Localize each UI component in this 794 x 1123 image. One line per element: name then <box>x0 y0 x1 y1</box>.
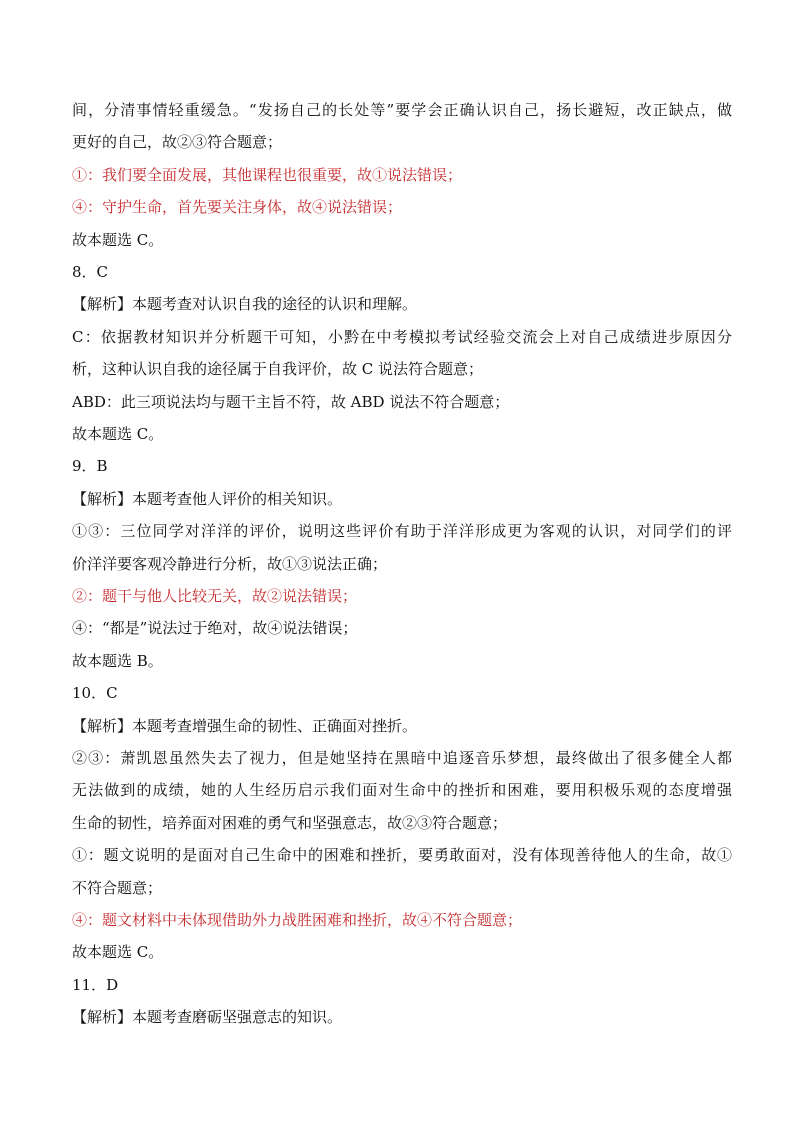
text-line: 【解析】本题考查增强生命的韧性、正确面对挫折。 <box>72 716 418 735</box>
text-line: ①③：三位同学对洋洋的评价，说明这些评价有助于洋洋形成更为客观的认识，对同学们的评 <box>72 522 732 541</box>
text-line: 故本题选 C。 <box>72 230 164 249</box>
text-line: 11．D <box>72 975 119 994</box>
text-line: ①：我们要全面发展，其他课程也很重要，故①说法错误； <box>72 165 463 184</box>
text-line: 【解析】本题考查对认识自我的途径的认识和理解。 <box>72 295 418 314</box>
text-line: ④：题文材料中未体现借助外力战胜困难和挫折，故④不符合题意； <box>72 911 523 929</box>
text-line: 8．C <box>72 263 109 281</box>
text-line: 【解析】本题考查他人评价的相关知识。 <box>72 489 343 508</box>
text-line: 不符合题意； <box>72 878 163 897</box>
text-line: 故本题选 B。 <box>72 651 163 670</box>
text-line: 10．C <box>72 684 118 703</box>
text-line: 【解析】本题考查磨砺坚强意志的知识。 <box>72 1008 343 1027</box>
text-line: ②：题干与他人比较无关，故②说法错误； <box>72 587 358 605</box>
text-line: 析，这种认识自我的途径属于自我评价，故 C 说法符合题意； <box>72 360 484 379</box>
text-line: ②③：萧凯恩虽然失去了视力，但是她坚持在黑暗中追逐音乐梦想，最终做出了很多健全人都 <box>72 749 732 767</box>
text-line: 故本题选 C。 <box>72 425 164 443</box>
text-line: 故本题选 C。 <box>72 943 164 962</box>
text-line: ④：守护生命，首先要关注身体，故④说法错误； <box>72 198 403 217</box>
text-line: 无法做到的成绩，她的人生经历启示我们面对生命中的挫折和困难，要用积极乐观的态度增强 <box>72 781 732 800</box>
text-line: C：依据教材知识并分析题干可知，小黔在中考模拟考试经验交流会上对自己成绩进步原因分 <box>72 327 732 346</box>
text-line: ABD：此三项说法均与题干主旨不符，故 ABD 说法不符合题意； <box>72 392 510 411</box>
text-line: 更好的自己，故②③符合题意； <box>72 133 283 152</box>
text-line: 价洋洋要客观冷静进行分析，故①③说法正确； <box>72 554 388 573</box>
text-line: ①：题文说明的是面对自己生命中的困难和挫折，要勇敢面对，没有体现善待他人的生命，故① <box>72 846 732 865</box>
text-line: 9．B <box>72 457 108 476</box>
text-line: 间，分清事情轻重缓急。“发扬自己的长处等”要学会正确认识自己，扬长避短，改正缺点，做 <box>72 101 732 119</box>
text-line: ④：“都是”说法过于绝对，故④说法错误； <box>72 619 358 638</box>
text-line: 生命的韧性，培养面对困难的勇气和坚强意志，故②③符合题意； <box>72 813 508 832</box>
